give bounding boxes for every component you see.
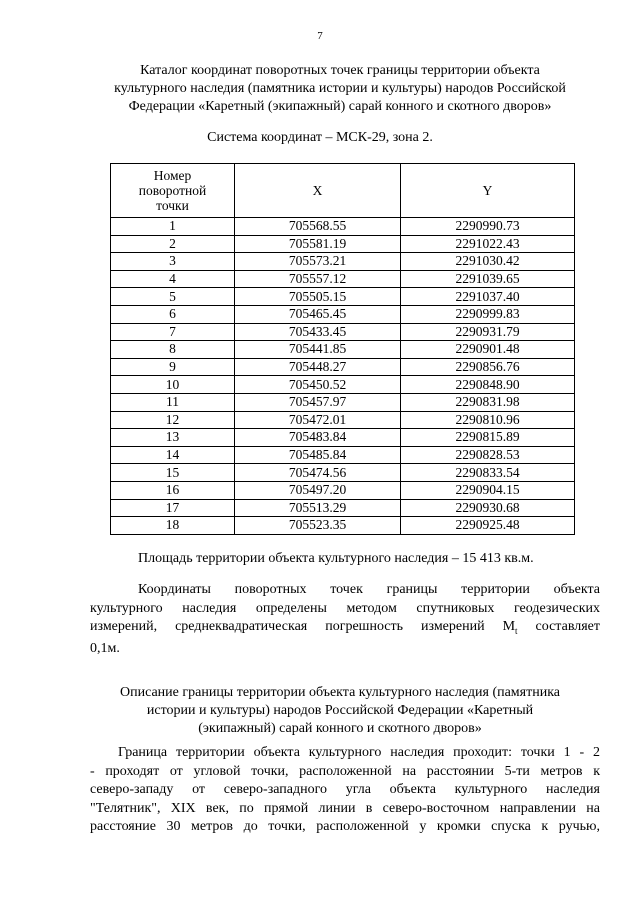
header-point-number-label: Номер поворотной точки — [138, 168, 207, 213]
paragraph-line: северо-западу от северо-западного угла объекта культурного наследия — [90, 782, 600, 797]
cell-point-number: 2 — [111, 235, 235, 253]
cell-y: 2290810.96 — [401, 411, 575, 429]
table-row — [111, 341, 575, 359]
cell-x: 705450.52 — [235, 376, 401, 394]
cell-y: 2290831.98 — [401, 393, 575, 411]
cell-x: 705485.84 — [235, 446, 401, 464]
measurement-paragraph — [90, 581, 600, 659]
table-row — [111, 376, 575, 394]
cell-x: 705573.21 — [235, 253, 401, 271]
cell-point-number: 11 — [111, 393, 235, 411]
paragraph-line: Координаты поворотных точек границы территории объекта — [138, 582, 600, 597]
cell-point-number: 5 — [111, 288, 235, 306]
cell-y: 2290925.48 — [401, 517, 575, 535]
cell-x: 705472.01 — [235, 411, 401, 429]
cell-y: 2290833.54 — [401, 464, 575, 482]
cell-point-number: 16 — [111, 481, 235, 499]
table-row — [111, 481, 575, 499]
cell-point-number: 14 — [111, 446, 235, 464]
title-line: Федерации «Каретный (экипажный) сарай конного и скотного дворов» — [128, 99, 552, 114]
cell-point-number: 4 — [111, 270, 235, 288]
paragraph-line: - проходят от угловой точки, расположенной на расстоянии 5-ти метров к — [90, 763, 600, 779]
cell-point-number: 12 — [111, 411, 235, 429]
cell-y: 2290848.90 — [401, 376, 575, 394]
cell-x: 705457.97 — [235, 393, 401, 411]
cell-x: 705523.35 — [235, 517, 401, 535]
paragraph-text: измерений, среднеквадратическая погрешность измерений M — [90, 619, 516, 634]
cell-point-number: 7 — [111, 323, 235, 341]
subscript-t: t — [515, 625, 518, 636]
table-row — [111, 323, 575, 341]
heading-line: Описание границы территории объекта культурного наследия (памятника — [119, 685, 561, 700]
cell-x: 705433.45 — [235, 323, 401, 341]
table-row — [111, 411, 575, 429]
table-row — [111, 358, 575, 376]
cell-point-number: 18 — [111, 517, 235, 535]
cell-y: 2290999.83 — [401, 305, 575, 323]
cell-x: 705465.45 — [235, 305, 401, 323]
paragraph-text: составляет — [517, 619, 600, 634]
table-header-row — [111, 164, 575, 218]
title-line: культурного наследия (памятника истории и культуры) народов Российской — [114, 81, 566, 96]
cell-point-number: 13 — [111, 429, 235, 447]
cell-point-number: 15 — [111, 464, 235, 482]
table-row — [111, 446, 575, 464]
cell-y: 2290904.15 — [401, 481, 575, 499]
table-row — [111, 288, 575, 306]
header-x: X — [235, 164, 401, 218]
heading-line: истории и культуры) народов Российской Федерации «Каретный — [146, 703, 534, 718]
paragraph-line: "Телятник", XIX век, по прямой линии в северо-восточном направлении на — [90, 800, 600, 816]
cell-y: 2290931.79 — [401, 323, 575, 341]
cell-y: 2291037.40 — [401, 288, 575, 306]
paragraph-line: расстояние 30 метров до точки, расположенной у кромки спуска к ручью, — [90, 819, 600, 834]
table-row — [111, 429, 575, 447]
cell-x: 705557.12 — [235, 270, 401, 288]
cell-y: 2290856.76 — [401, 358, 575, 376]
paragraph-line: 0,1м. — [90, 641, 120, 657]
cell-point-number: 9 — [111, 358, 235, 376]
paragraph-line: культурного наследия определены методом спутниковых геодезических — [90, 600, 600, 616]
cell-point-number: 6 — [111, 305, 235, 323]
cell-x: 705483.84 — [235, 429, 401, 447]
coordinates-table — [110, 163, 575, 535]
boundary-description-heading — [80, 684, 600, 738]
table-row — [111, 235, 575, 253]
cell-y: 2290828.53 — [401, 446, 575, 464]
table-row — [111, 270, 575, 288]
cell-x: 705505.15 — [235, 288, 401, 306]
cell-y: 2291022.43 — [401, 235, 575, 253]
table-row — [111, 253, 575, 271]
coordinate-system: Система координат – МСК-29, зона 2. — [207, 130, 433, 145]
table-row — [111, 499, 575, 517]
table-row — [111, 218, 575, 236]
cell-y: 2290901.48 — [401, 341, 575, 359]
table-row — [111, 464, 575, 482]
paragraph-line — [90, 618, 600, 640]
cell-y: 2290990.73 — [401, 218, 575, 236]
heading-line: (экипажный) сарай конного и скотного дворов» — [198, 721, 482, 736]
cell-x: 705581.19 — [235, 235, 401, 253]
cell-y: 2290815.89 — [401, 429, 575, 447]
table-row — [111, 517, 575, 535]
area-statement: Площадь территории объекта культурного наследия – 15 413 кв.м. — [138, 551, 534, 566]
title-line: Каталог координат поворотных точек границы территории объекта — [140, 63, 540, 78]
table-row — [111, 393, 575, 411]
cell-point-number: 8 — [111, 341, 235, 359]
boundary-paragraph — [90, 744, 600, 837]
cell-x: 705568.55 — [235, 218, 401, 236]
cell-point-number: 3 — [111, 253, 235, 271]
catalog-title — [80, 62, 600, 116]
cell-x: 705448.27 — [235, 358, 401, 376]
page-number: 7 — [317, 30, 323, 42]
cell-point-number: 10 — [111, 376, 235, 394]
table-row — [111, 305, 575, 323]
header-point-number — [111, 164, 235, 218]
cell-x: 705474.56 — [235, 464, 401, 482]
cell-point-number: 17 — [111, 499, 235, 517]
cell-x: 705497.20 — [235, 481, 401, 499]
paragraph-line: Граница территории объекта культурного наследия проходит: точки 1 - 2 — [118, 745, 600, 760]
header-y: Y — [401, 164, 575, 218]
cell-y: 2291030.42 — [401, 253, 575, 271]
cell-point-number: 1 — [111, 218, 235, 236]
cell-y: 2291039.65 — [401, 270, 575, 288]
cell-x: 705441.85 — [235, 341, 401, 359]
cell-x: 705513.29 — [235, 499, 401, 517]
cell-y: 2290930.68 — [401, 499, 575, 517]
